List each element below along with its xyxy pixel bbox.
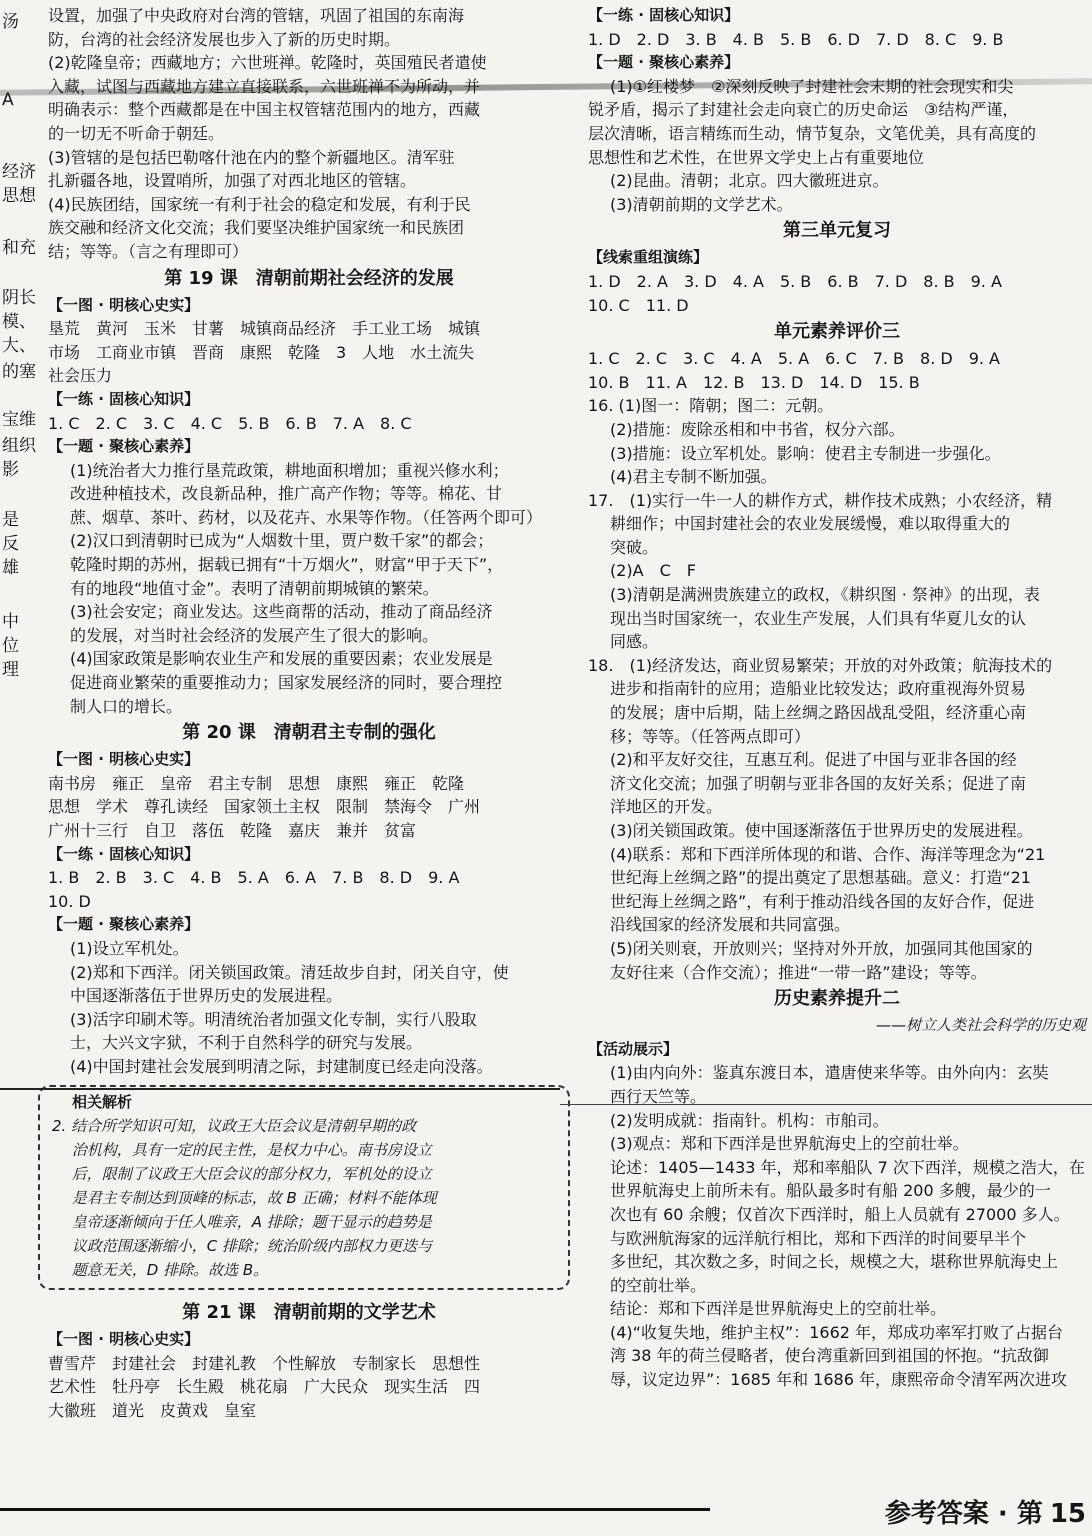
text-line: 辱，议定边界”：1685 年和 1686 年，康熙帝命令清军两次进攻 — [610, 1370, 1067, 1390]
section-tag: 【一图 · 明核心史实】 — [48, 1330, 200, 1349]
section-tag: 【一题 · 聚核心素养】 — [48, 437, 200, 456]
section-tag: 【一练 · 固核心知识】 — [588, 6, 740, 24]
text-line: (2)乾隆皇帝；西藏地方；六世班禅。乾隆时，英国殖民者遣使 — [48, 53, 487, 73]
text-line: 耕细作；中国封建社会的农业发展缓慢，难以取得重大的 — [610, 514, 1011, 534]
text-line: 16. (1)图一：隋朝；图二：元朝。 — [588, 396, 834, 416]
left-column — [48, 4, 570, 1423]
text-line: (2)措施：废除丞相和中书省，权分六部。 — [610, 419, 905, 439]
text-line: 1. B 2. B 3. C 4. B 5. A 6. A 7. B 8. D 9. A — [48, 868, 460, 888]
text-line: (3)清朝是满洲贵族建立的政权，《耕织图 · 祭神》的出现，表 — [610, 585, 1040, 605]
text-line: (1)由内向外：鉴真东渡日本，遣唐使来华等。由外向内：玄奘 — [610, 1063, 1049, 1083]
text-line: 促进商业繁荣的重要推动力；国家发展经济的同时，要合理控 — [70, 673, 503, 693]
text-line: 的一切无不听命于朝廷。 — [48, 123, 225, 143]
text-line: (4)中国封建社会发展到明清之际，封建制度已经走向没落。 — [70, 1056, 493, 1076]
text-line: 世界航海史上前所未有。船队最多时有船 200 多艘，最少的一 — [610, 1181, 1051, 1201]
section-tag: 【一图 · 明核心史实】 — [48, 750, 200, 769]
text-line: 10. D — [48, 891, 91, 911]
text-line: 改进种植技术，改良新品种，推广高产作物；等等。棉花、甘 — [70, 484, 503, 504]
text-line: (2)A C F — [610, 561, 696, 581]
edge-fragment: 位 — [2, 636, 19, 656]
text-line: 10. B 11. A 12. B 13. D 14. D 15. B — [588, 372, 920, 392]
text-line: (3)清朝前期的文学艺术。 — [610, 194, 793, 214]
analysis-line: 议政范围逐渐缩小，C 排除；统治阶级内部权力更迭与 — [52, 1237, 433, 1256]
text-line: 有的地段“地值寸金”。表明了清朝前期城镇的繁荣。 — [70, 578, 439, 598]
text-line: 乾隆时期的苏州，据载已拥有“十万烟火”，财富“甲于天下”， — [70, 555, 504, 575]
text-line: (3)管辖的是包括巴勒喀什池在内的整个新疆地区。清军驻 — [48, 147, 455, 167]
edge-fragment: 大、 — [2, 336, 36, 356]
section-heading: 第三单元复习 — [783, 220, 891, 242]
divider-line-right — [560, 1104, 1092, 1105]
text-line: (2)昆曲。清朝；北京。四大徽班进京。 — [610, 171, 889, 191]
text-line: 济文化交流；加强了明朝与亚非各国的友好关系；促进了南 — [610, 773, 1027, 793]
section-tag: 【一练 · 固核心知识】 — [48, 389, 200, 408]
text-line: 友好往来（合作交流）；推进“一带一路”建设；等等。 — [610, 962, 987, 982]
section-heading: 第 20 课 清朝君主专制的强化 — [182, 722, 436, 744]
text-line: 艺术性 牡丹亭 长生殿 桃花扇 广大民众 现实生活 四 — [48, 1377, 481, 1397]
text-line: 曹雪芹 封建社会 封建礼教 个性解放 专制家长 思想性 — [48, 1353, 481, 1373]
edge-fragment: 思想 — [2, 186, 36, 206]
text-line: 中国逐渐落伍于世界历史的发展进程。 — [70, 986, 343, 1006]
text-line: 10. C 11. D — [588, 295, 689, 315]
analysis-title: 相关解析 — [72, 1092, 133, 1111]
text-line: 突破。 — [610, 537, 659, 557]
text-line: 的发展，对当时社会经济的发展产生了很大的影响。 — [70, 625, 439, 645]
text-line: 现出当时国家统一，农业生产发展，人们具有华夏儿女的认 — [610, 608, 1027, 628]
edge-fragment: 中 — [2, 612, 19, 632]
text-line: 18. (1)经济发达，商业贸易繁荣；开放的对外政策；航海技术的 — [588, 655, 1053, 675]
text-line: (3)闭关锁国政策。使中国逐渐落伍于世界历史的发展进程。 — [610, 821, 1033, 840]
edge-fragment: 影 — [2, 460, 19, 480]
text-line: (2)汉口到清朝时已成为“人烟数十里，贾户数千家”的都会； — [70, 531, 494, 551]
text-line: (1)①红楼梦 ②深刻反映了封建社会末期的社会现实和尖 — [610, 76, 1014, 96]
section-tag: 【一图 · 明核心史实】 — [48, 295, 200, 314]
text-line: 17. (1)实行一牛一人的耕作方式，耕作技术成熟；小农经济，精 — [588, 490, 1053, 510]
analysis-line: 皇帝逐渐倾向于任人唯亲，A 排除；题干显示的趋势是 — [52, 1213, 432, 1232]
text-line: (4)“收复失地，维护主权”：1662 年，郑成功率军打败了占据台 — [610, 1322, 1064, 1342]
text-line: 1. D 2. D 3. B 4. B 5. B 6. D 7. D 8. C 9. B — [588, 29, 1004, 49]
section-tag: 【一题 · 聚核心素养】 — [588, 53, 740, 72]
text-line: 大徽班 道光 皮黄戏 皇室 — [48, 1400, 257, 1420]
text-line: 社会压力 — [48, 366, 113, 386]
analysis-line: 2. 结合所学知识可知，议政王大臣会议是清朝早期的政 — [52, 1117, 417, 1136]
text-line: 湾 38 年的荷兰侵略者，使台湾重新回到祖国的怀抱。“抗敌御 — [610, 1346, 1049, 1366]
section-heading: 第 21 课 清朝前期的文学艺术 — [182, 1302, 436, 1324]
text-line: 结论：郑和下西洋是世界航海史上的空前壮举。 — [610, 1299, 947, 1319]
edge-fragment: 模、 — [2, 312, 36, 332]
text-line: (3)措施：设立军机处。影响：使君主专制进一步强化。 — [610, 443, 1001, 463]
text-line: 同感。 — [610, 632, 659, 652]
text-line: 多世纪，其次数之多，时间之长，规模之大，堪称世界航海史上 — [610, 1252, 1059, 1272]
text-line: (3)活字印刷术等。明清统治者加强文化专制，实行八股取 — [70, 1009, 477, 1029]
text-line: 世纪海上丝绸之路”的提出奠定了思想基础。意义：打造“21 — [610, 868, 1031, 888]
text-line: 结；等等。（言之有理即可） — [48, 241, 249, 261]
text-line: 入藏，试图与西藏地方建立直接联系，六世班禅不为所动，并 — [48, 76, 481, 96]
section-heading: 历史素养提升二 — [774, 988, 900, 1010]
page-label: 参考答案 · 第 — [884, 1499, 1043, 1529]
text-line: 进步和指南针的应用；造船业比较发达；政府重视海外贸易 — [610, 679, 1027, 699]
text-line: 沿线国家的经济发展和共同富强。 — [610, 915, 851, 935]
edge-fragment: A — [2, 90, 14, 110]
text-line: 1. C 2. C 3. C 4. A 5. A 6. C 7. B 8. D 9. A — [588, 349, 1000, 369]
analysis-line: 后，限制了议政王大臣会议的部分权力，军机处的设立 — [52, 1165, 432, 1184]
text-line: 1. C 2. C 3. C 4. C 5. B 6. B 7. A 8. C — [48, 413, 412, 433]
subtitle: ——树立人类社会科学的历史观 — [875, 1016, 1086, 1035]
text-line: 市场 工商业市镇 晋商 康熙 乾隆 3 人地 水土流失 — [48, 342, 475, 362]
divider-line — [0, 1088, 560, 1090]
text-line: 论述：1405—1433 年，郑和率船队 7 次下西洋，规模之浩大，在 — [610, 1157, 1085, 1177]
text-line: 次也有 60 余艘；仅首次下西洋时，船上人员就有 27000 多人。 — [610, 1204, 1070, 1224]
edge-fragment: 雄 — [2, 558, 19, 578]
edge-fragment: 反 — [2, 534, 19, 554]
text-line: (4)民族团结，国家统一有利于社会的稳定和发展，有利于民 — [48, 194, 471, 214]
text-line: 防，台湾的社会经济发展也步入了新的历史时期。 — [48, 29, 401, 49]
text-line: 明确表示：整个西藏都是在中国主权管辖范围内的地方，西藏 — [48, 100, 481, 120]
edge-fragment: 组织 — [2, 436, 36, 456]
text-line: 的空前壮举。 — [610, 1275, 707, 1295]
page-number — [885, 1493, 1086, 1530]
text-line: 思想 学术 尊孔读经 国家领土主权 限制 禁海令 广州 — [48, 797, 481, 817]
edge-fragment: 阴长 — [2, 288, 36, 308]
text-line: 思想性和艺术性，在世界文学史上占有重要地位 — [588, 147, 925, 167]
edge-fragment: 理 — [2, 660, 19, 680]
text-line: (2)郑和下西洋。闭关锁国政策。清廷故步自封，闭关自守，使 — [70, 962, 509, 982]
analysis-line: 治机构，具有一定的民主性，是权力中心。南书房设立 — [52, 1141, 432, 1160]
section-heading: 第 19 课 清朝前期社会经济的发展 — [164, 267, 454, 289]
text-line: 洋地区的开发。 — [610, 797, 723, 817]
section-tag: 【线索重组演练】 — [588, 248, 709, 267]
text-line: (4)君主专制不断加强。 — [610, 467, 777, 487]
section-heading: 单元素养评价三 — [774, 321, 900, 343]
text-line: 世纪海上丝绸之路”，有利于推动沿线各国的友好合作，促进 — [610, 891, 1035, 911]
text-line: 南书房 雍正 皇帝 君主专制 思想 康熙 雍正 乾隆 — [48, 773, 465, 793]
edge-fragment: 经济 — [2, 162, 36, 182]
edge-fragment: 和充 — [2, 238, 36, 258]
text-line: 蔗、烟草、茶叶、药材，以及花卉、水果等作物。（任答两个即可） — [70, 507, 543, 527]
page-num: 15 — [1049, 1499, 1086, 1529]
text-line: (2)和平友好交往，互惠互利。促进了中国与亚非各国的经 — [610, 750, 1017, 770]
text-line: (3)观点：郑和下西洋是世界航海史上的空前壮举。 — [610, 1134, 969, 1154]
text-line: 移；等等。（任答两点即可） — [610, 726, 811, 746]
text-line: 锐矛盾，揭示了封建社会走向衰亡的历史命运 ③结构严谨， — [588, 100, 1019, 120]
edge-fragment: 宝维 — [2, 410, 36, 430]
text-line: (1)设立军机处。 — [70, 938, 189, 958]
text-line: 的发展；唐中后期，陆上丝绸之路因战乱受阻，经济重心南 — [610, 703, 1027, 723]
text-line: (1)统治者大力推行垦荒政策，耕地面积增加；重视兴修水利； — [70, 460, 509, 480]
text-line: (3)社会安定；商业发达。这些商帮的活动，推动了商品经济 — [70, 602, 493, 622]
text-line: (4)联系：郑和下西洋所体现的和谐、合作、海洋等理念为“21 — [610, 844, 1046, 864]
text-line: 设置，加强了中央政府对台湾的管辖，巩固了祖国的东南海 — [48, 6, 465, 25]
text-line: 士，大兴文字狱，不利于自然科学的研究与发展。 — [70, 1033, 423, 1053]
analysis-line: 题意无关，D 排除。故选 B。 — [52, 1261, 269, 1280]
right-column — [588, 4, 1086, 1392]
edge-fragment: 汤 — [2, 12, 19, 32]
text-line: 族交融和经济文化交流；我们要坚决维护国家统一和民族团 — [48, 218, 465, 238]
bottom-bar — [0, 1508, 710, 1511]
section-tag: 【活动展示】 — [588, 1039, 679, 1058]
text-line: (4)国家政策是影响农业生产和发展的重要因素；农业发展是 — [70, 649, 493, 669]
analysis-line: 是君主专制达到顶峰的标志，故 B 正确；材料不能体现 — [52, 1189, 437, 1208]
analysis-box — [38, 1085, 570, 1291]
text-line: (5)闭关则衰，开放则兴；坚持对外开放，加强同其他国家的 — [610, 938, 1033, 958]
text-line: 1. D 2. A 3. D 4. A 5. B 6. B 7. D 8. B 9. A — [588, 271, 1002, 291]
text-line: (2)发明成就：指南针。机构：市舶司。 — [610, 1110, 889, 1130]
section-tag: 【一练 · 固核心知识】 — [48, 844, 200, 863]
section-tag: 【一题 · 聚核心素养】 — [48, 915, 200, 934]
text-line: 垦荒 黄河 玉米 甘薯 城镇商品经济 手工业工场 城镇 — [48, 319, 481, 339]
text-line: 制人口的增长。 — [70, 696, 183, 716]
text-line: 广州十三行 自卫 落伍 乾隆 嘉庆 兼并 贫富 — [48, 821, 417, 840]
edge-fragment: 的塞 — [2, 362, 36, 382]
text-line: 与欧洲航海家的远洋航行相比，郑和下西洋的时间要早半个 — [610, 1228, 1027, 1248]
text-line: 西行天竺等。 — [610, 1086, 707, 1106]
text-line: 层次清晰，语言精练而生动，情节复杂，文笔优美，具有高度的 — [588, 123, 1037, 143]
left-edge-fragments — [0, 0, 44, 1536]
edge-fragment: 是 — [2, 510, 19, 530]
text-line: 扎新疆各地，设置哨所，加强了对西北地区的管辖。 — [48, 171, 417, 191]
